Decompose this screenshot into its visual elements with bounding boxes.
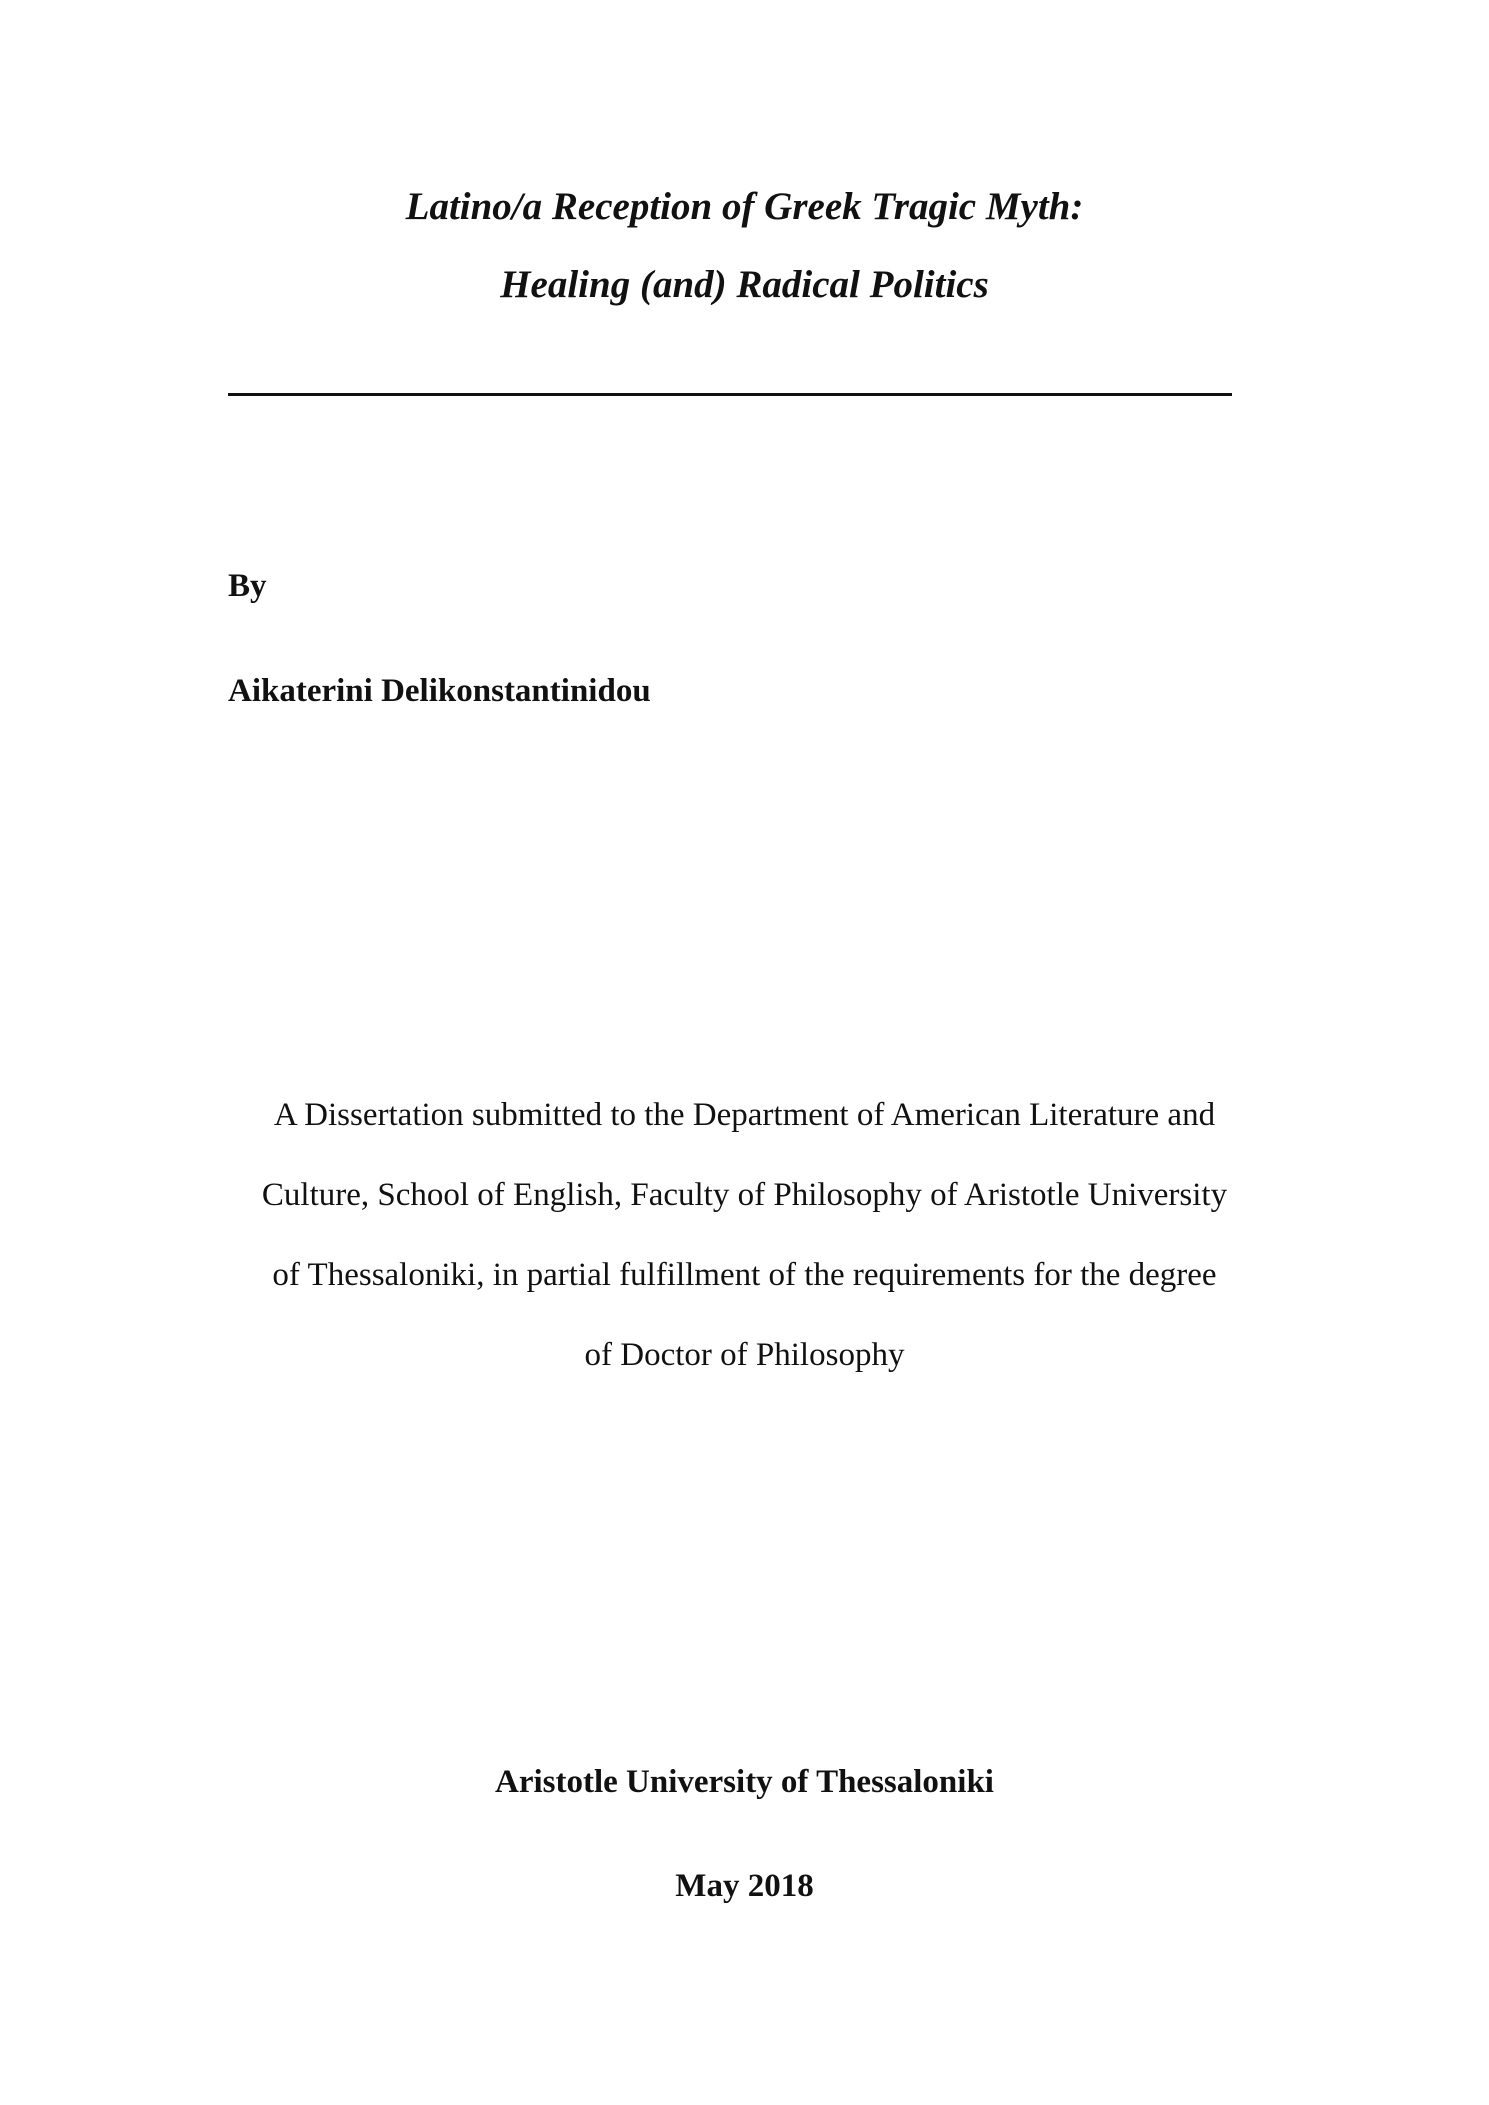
submission-date: May 2018 [675, 1868, 814, 1904]
submission-statement-line: of Thessaloniki, in partial fulfillment of the requirements for the degree [272, 1257, 1217, 1293]
submission-statement-line: of Doctor of Philosophy [584, 1337, 905, 1373]
submission-statement-line: Culture, School of English, Faculty of Philosophy of Aristotle University [261, 1177, 1228, 1213]
author-name: Aikaterini Delikonstantinidou [228, 673, 651, 709]
dissertation-title-line-1: Latino/a Reception of Greek Tragic Myth: [405, 185, 1084, 228]
submission-statement-line: A Dissertation submitted to the Department of American Literature and [273, 1097, 1216, 1133]
by-label: By [228, 568, 267, 604]
institution-name: Aristotle University of Thessaloniki [495, 1764, 994, 1800]
dissertation-title-line-2: Healing (and) Radical Politics [500, 263, 989, 306]
title-divider [228, 393, 1232, 396]
